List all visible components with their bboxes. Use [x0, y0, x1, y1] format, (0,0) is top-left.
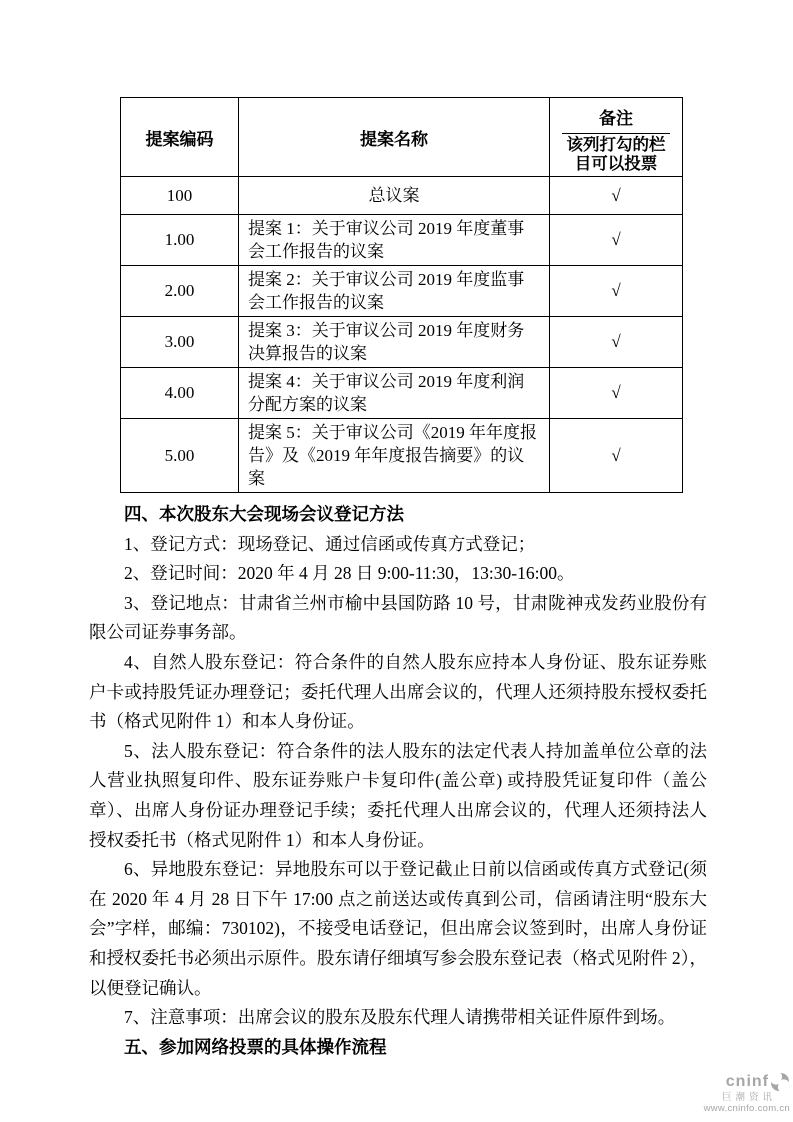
proposal-code: 4.00 — [121, 368, 239, 419]
cninfo-url: www.cninfo.com.cn — [703, 1103, 790, 1114]
proposal-table — [120, 97, 683, 493]
paragraph: 2、登记时间：2020 年 4 月 28 日 9:00-11:30，13:30-16:00。 — [124, 563, 575, 584]
table-row — [121, 419, 683, 493]
table-row — [121, 177, 683, 215]
proposal-name: 提案 1：关于审议公司 2019 年度董事会工作报告的议案 — [239, 215, 550, 266]
proposal-code: 5.00 — [121, 419, 239, 493]
paragraph: 7、注意事项：出席会议的股东及股东代理人请携带相关证件原件到场。 — [124, 1007, 676, 1028]
proposal-code: 3.00 — [121, 317, 239, 368]
cninfo-brand-row — [704, 1072, 790, 1092]
table-row — [121, 266, 683, 317]
section5-title: 五、参加网络投票的具体操作流程 — [124, 1036, 387, 1057]
paragraph: 6、异地股东登记：异地股东可以于登记截止日前以信函或传真方式登记(须在 2020 年 4 月 28 日下午 17:00 点之前送达或传真到公司，信函请注明“股东大会”字样，邮编：730102)，不接受电话登记，但出席会议签到时，出席人身份证和授权委托书必须出示原件。股东请仔细填写参会股东登记表（格式见附件 2），以便登记确认。 — [89, 859, 707, 998]
proposal-check-mark: √ — [550, 177, 683, 215]
document-content — [89, 97, 707, 1062]
cninfo-watermark — [704, 1072, 790, 1114]
proposal-name: 提案 4：关于审议公司 2019 年度利润分配方案的议案 — [239, 368, 550, 419]
paragraph: 1、登记方式：现场登记、通过信函或传真方式登记； — [124, 533, 536, 554]
proposal-table-body — [121, 177, 683, 493]
proposal-check-mark: √ — [550, 317, 683, 368]
proposal-name: 总议案 — [239, 177, 550, 215]
cninfo-brand-text: cninf — [725, 1073, 769, 1090]
proposal-check-mark: √ — [550, 266, 683, 317]
paragraph: 4、自然人股东登记：符合条件的自然人股东应持本人身份证、股东证券账户卡或持股凭证办理登记；委托代理人出席会议的，代理人还须持股东授权委托书（格式见附件 1）和本人身份证。 — [89, 651, 707, 732]
proposal-code: 1.00 — [121, 215, 239, 266]
section4-paragraphs — [89, 530, 707, 1033]
table-header-row — [121, 98, 683, 177]
table-row — [121, 317, 683, 368]
proposal-code: 100 — [121, 177, 239, 215]
header-proposal-code: 提案编码 — [121, 98, 239, 177]
table-row — [121, 215, 683, 266]
paragraph: 5、法人股东登记：符合条件的法人股东的法定代表人持加盖单位公章的法人营业执照复印件、股东证券账户卡复印件(盖公章) 或持股凭证复印件（盖公章）、出席人身份证办理登记手续；委托代理人出席会议的，代理人还须持法人授权委托书（格式见附件 1）和本人身份证。 — [89, 740, 707, 850]
paragraph: 3、登记地点：甘肃省兰州市榆中县国防路 10 号，甘肃陇神戎发药业股份有限公司证券事务部。 — [89, 592, 707, 643]
proposal-name: 提案 5：关于审议公司《2019 年年度报告》及《2019 年年度报告摘要》的议案 — [239, 419, 550, 493]
remark-header-wrap — [559, 100, 673, 174]
proposal-check-mark: √ — [550, 215, 683, 266]
header-remark — [550, 98, 683, 177]
proposal-name: 提案 2：关于审议公司 2019 年度监事会工作报告的议案 — [239, 266, 550, 317]
proposal-code: 2.00 — [121, 266, 239, 317]
remark-subtitle: 该列打勾的栏目可以投票 — [562, 133, 670, 174]
remark-title: 备注 — [599, 109, 633, 128]
proposal-check-mark: √ — [550, 419, 683, 493]
cninfo-swirl-icon — [770, 1072, 790, 1092]
proposal-check-mark: √ — [550, 368, 683, 419]
proposal-name: 提案 3：关于审议公司 2019 年度财务决算报告的议案 — [239, 317, 550, 368]
table-row — [121, 368, 683, 419]
cninfo-chinese-name: 巨潮资讯 — [721, 1092, 776, 1103]
body-text — [89, 500, 707, 1062]
header-proposal-name: 提案名称 — [239, 98, 550, 177]
section4-title: 四、本次股东大会现场会议登记方法 — [124, 504, 404, 524]
